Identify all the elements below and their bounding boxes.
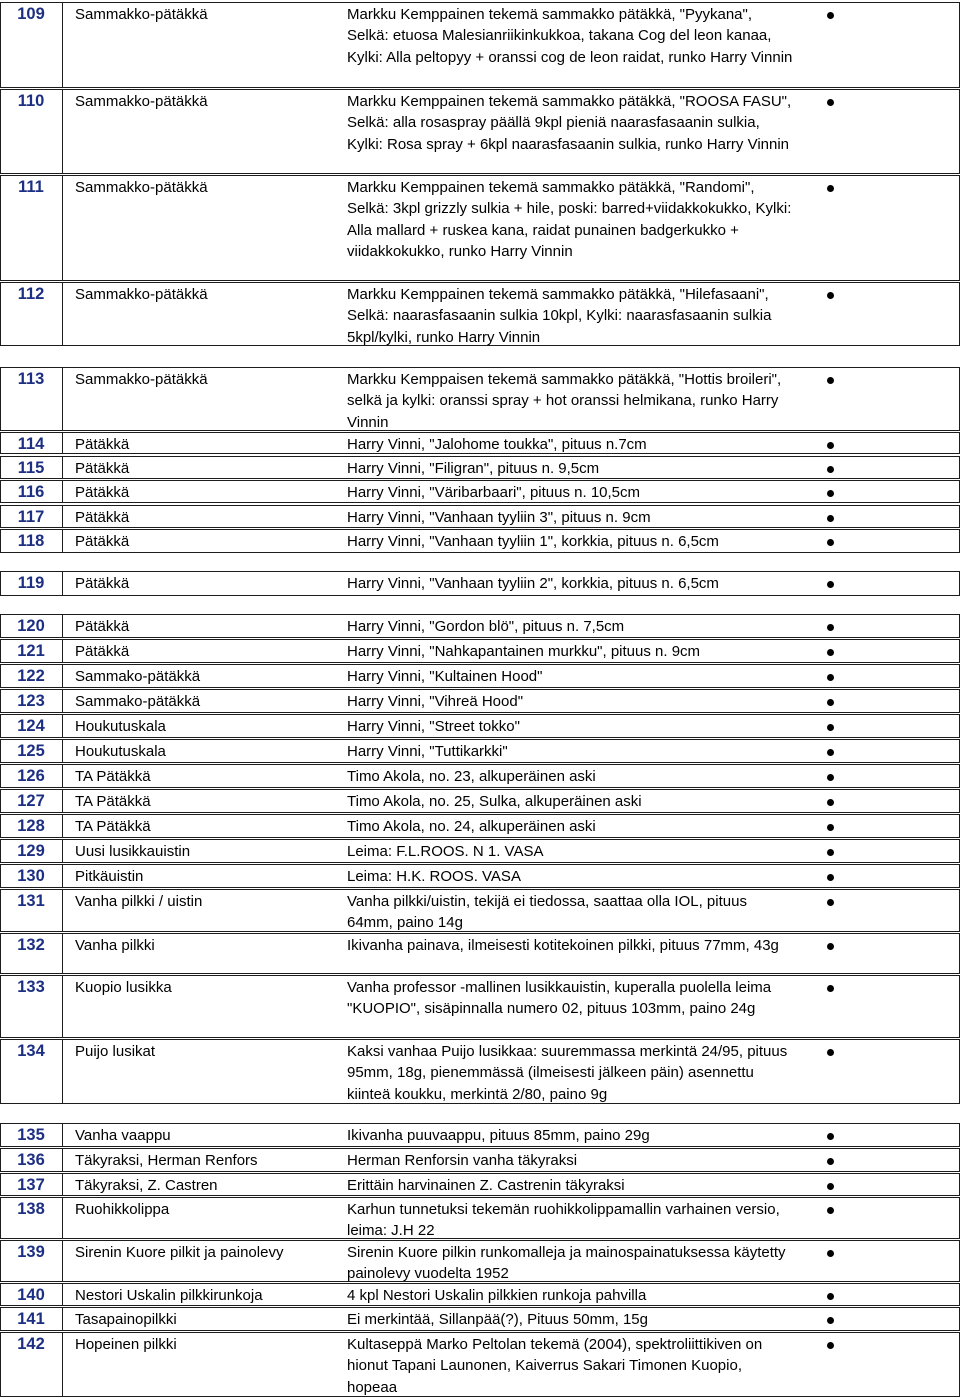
table-row	[0, 839, 960, 863]
table-row	[0, 89, 960, 174]
item-number: 137	[17, 1176, 45, 1194]
item-name: Sammakko-pätäkkä	[75, 6, 208, 23]
item-description: Erittäin harvinainen Z. Castrenin täkyraksi	[347, 1177, 625, 1194]
column-divider	[62, 457, 63, 478]
table-row	[0, 480, 960, 503]
bullet-dot	[827, 699, 834, 706]
bullet-dot	[827, 581, 834, 588]
bullet-dot	[827, 1133, 834, 1140]
column-divider	[62, 176, 63, 280]
column-divider	[62, 815, 63, 837]
table-row	[0, 1197, 960, 1239]
table-row	[0, 1039, 960, 1104]
item-name: Houkutuskala	[75, 718, 166, 735]
column-divider	[62, 1124, 63, 1146]
item-name: Täkyraksi, Herman Renfors	[75, 1152, 258, 1169]
bullet-dot	[827, 1158, 834, 1165]
item-name: Pätäkkä	[75, 484, 130, 501]
item-description: Vanha professor -mallinen lusikkauistin, kuperalla puolella leima "KUOPIO", sisäpinnalla numero 02, pituus 103mm, paino 24g	[347, 979, 772, 1018]
item-description: Timo Akola, no. 24, alkuperäinen aski	[347, 818, 596, 835]
table-row	[0, 282, 960, 346]
bullet-dot	[827, 466, 834, 473]
item-name: TA Pätäkkä	[75, 818, 151, 835]
bullet-dot	[827, 749, 834, 756]
item-name: Täkyraksi, Z. Castren	[75, 1177, 218, 1194]
item-name: Uusi lusikkauistin	[75, 843, 191, 860]
table-row	[0, 639, 960, 663]
item-number: 133	[17, 978, 45, 996]
column-divider	[62, 840, 63, 862]
table-row	[0, 1307, 960, 1331]
item-number: 129	[17, 842, 45, 860]
column-divider	[62, 90, 63, 173]
column-divider	[62, 715, 63, 737]
item-number: 131	[17, 892, 45, 910]
item-number: 116	[17, 483, 45, 501]
column-divider	[62, 765, 63, 787]
column-divider	[62, 1284, 63, 1305]
table-row	[0, 814, 960, 838]
item-description: Harry Vinni, "Jalohome toukka", pituus n.7cm	[347, 436, 647, 453]
item-number: 118	[17, 532, 45, 550]
column-divider	[62, 481, 63, 502]
item-number: 110	[17, 92, 45, 110]
column-divider	[62, 1241, 63, 1281]
item-number: 128	[17, 817, 45, 835]
item-name: Pätäkkä	[75, 643, 130, 660]
item-number: 123	[17, 692, 45, 710]
column-divider	[62, 665, 63, 687]
table-row	[0, 505, 960, 528]
item-description: Harry Vinni, "Kultainen Hood"	[347, 668, 543, 685]
item-number: 114	[17, 435, 45, 453]
item-description: Harry Vinni, "Väribarbaari", pituus n. 10,5cm	[347, 484, 641, 501]
item-description: Timo Akola, no. 25, Sulka, alkuperäinen aski	[347, 793, 642, 810]
item-number: 117	[17, 508, 45, 526]
item-number: 127	[17, 792, 45, 810]
table-row	[0, 789, 960, 813]
table-row	[0, 2, 960, 88]
item-description: Harry Vinni, "Vanhaan tyyliin 3", pituus n. 9cm	[347, 509, 651, 526]
item-description: Sirenin Kuore pilkin runkomalleja ja mainospainatuksessa käytetty painolevy vuodelta 1952	[347, 1244, 786, 1283]
item-name: Pätäkkä	[75, 460, 130, 477]
item-number: 134	[17, 1042, 45, 1060]
table-row	[0, 764, 960, 788]
table-row	[0, 614, 960, 638]
bullet-dot	[827, 943, 834, 950]
column-divider	[62, 1040, 63, 1103]
item-number: 132	[17, 936, 45, 954]
item-number: 122	[17, 667, 45, 685]
item-description: Markku Kemppainen tekemä sammakko pätäkkä, "Hilefasaani", Selkä: naarasfasaanin sulkia 10kpl, Kylki: naarasfasaanin sulkia 5kpl/kylki, runko Harry Vinnin	[347, 286, 772, 346]
bullet-dot	[827, 674, 834, 681]
bullet-dot	[827, 490, 834, 497]
item-number: 112	[17, 285, 45, 303]
item-description: Harry Vinni, "Nahkapantainen murkku", pituus n. 9cm	[347, 643, 701, 660]
item-number: 125	[17, 742, 45, 760]
column-divider	[62, 368, 63, 430]
item-description: Harry Vinni, "Vanhaan tyyliin 2", korkkia, pituus n. 6,5cm	[347, 575, 719, 592]
column-divider	[62, 1333, 63, 1396]
column-divider	[62, 934, 63, 973]
item-name: Pätäkkä	[75, 509, 130, 526]
item-number: 119	[17, 574, 45, 592]
item-description: Markku Kemppaisen tekemä sammakko pätäkkä, "Hottis broileri", selkä ja kylki: oranssi spray + hot oranssi helmikana, runko Harry Vinnin	[347, 371, 782, 431]
item-description: Leima: H.K. ROOS. VASA	[347, 868, 521, 885]
bullet-dot	[827, 799, 834, 806]
table-row	[0, 1283, 960, 1306]
item-number: 121	[17, 642, 45, 660]
bullet-dot	[827, 539, 834, 546]
item-number: 141	[17, 1310, 45, 1328]
item-number: 139	[17, 1243, 45, 1261]
bullet-dot	[827, 1293, 834, 1300]
table-row	[0, 367, 960, 431]
item-name: Ruohikkolippa	[75, 1201, 170, 1218]
column-divider	[62, 740, 63, 762]
column-divider	[62, 572, 63, 595]
table-row	[0, 714, 960, 738]
table-row	[0, 571, 960, 596]
column-divider	[62, 690, 63, 712]
item-number: 113	[17, 370, 45, 388]
column-divider	[62, 1198, 63, 1238]
table-row	[0, 689, 960, 713]
bullet-dot	[827, 649, 834, 656]
item-number: 136	[17, 1151, 45, 1169]
item-description: Vanha pilkki/uistin, tekijä ei tiedossa, saattaa olla IOL, pituus 64mm, paino 14g	[347, 893, 747, 932]
item-number: 120	[17, 617, 45, 635]
item-name: Vanha pilkki	[75, 937, 155, 954]
bullet-dot	[827, 185, 834, 192]
column-divider	[62, 1149, 63, 1171]
item-description: Ikivanha painava, ilmeisesti kotitekoinen pilkki, pituus 77mm, 43g	[347, 937, 779, 954]
item-name: Sammakko-pätäkkä	[75, 179, 208, 196]
item-name: Sammako-pätäkkä	[75, 693, 201, 710]
item-name: Sammakko-pätäkkä	[75, 286, 208, 303]
bullet-dot	[827, 985, 834, 992]
item-number: 142	[17, 1335, 45, 1353]
bullet-dot	[827, 774, 834, 781]
bullet-dot	[827, 1049, 834, 1056]
item-description: Timo Akola, no. 23, alkuperäinen aski	[347, 768, 596, 785]
column-divider	[62, 1174, 63, 1195]
bullet-dot	[827, 724, 834, 731]
table-row	[0, 975, 960, 1038]
item-number: 109	[17, 5, 45, 23]
item-description: Harry Vinni, "Vanhaan tyyliin 1", korkkia, pituus n. 6,5cm	[347, 533, 719, 550]
item-description: 4 kpl Nestori Uskalin pilkkien runkoja pahvilla	[347, 1287, 647, 1304]
table-row	[0, 456, 960, 479]
bullet-dot	[827, 849, 834, 856]
item-name: Sirenin Kuore pilkit ja painolevy	[75, 1244, 284, 1261]
table-row	[0, 1240, 960, 1282]
bullet-dot	[827, 624, 834, 631]
item-name: Tasapainopilkki	[75, 1311, 177, 1328]
item-name: Pätäkkä	[75, 436, 130, 453]
table-row	[0, 1332, 960, 1397]
column-divider	[62, 1308, 63, 1330]
table-row	[0, 864, 960, 888]
item-name: TA Pätäkkä	[75, 768, 151, 785]
column-divider	[62, 640, 63, 662]
item-name: TA Pätäkkä	[75, 793, 151, 810]
item-name: Vanha pilkki / uistin	[75, 893, 203, 910]
item-number: 138	[17, 1200, 45, 1218]
bullet-dot	[827, 515, 834, 522]
item-number: 126	[17, 767, 45, 785]
bullet-dot	[827, 292, 834, 299]
item-name: Kuopio lusikka	[75, 979, 172, 996]
item-description: Ei merkintää, Sillanpää(?), Pituus 50mm, 15g	[347, 1311, 648, 1328]
item-number: 135	[17, 1126, 45, 1144]
item-description: Harry Vinni, "Vihreä Hood"	[347, 693, 524, 710]
column-divider	[62, 865, 63, 887]
column-divider	[62, 615, 63, 637]
item-name: Hopeinen pilkki	[75, 1336, 177, 1353]
item-description: Markku Kemppainen tekemä sammakko pätäkkä, "Randomi", Selkä: 3kpl grizzly sulkia + hile, poski: barred+viidakkokukko, Kylki: Alla mallard + ruskea kana, raidat punainen badgerkukko + viidakkokukko, runko Harry Vinnin	[347, 179, 792, 260]
item-description: Harry Vinni, "Gordon blö", pituus n. 7,5cm	[347, 618, 625, 635]
column-divider	[62, 506, 63, 527]
bullet-dot	[827, 1250, 834, 1257]
item-number: 124	[17, 717, 45, 735]
table-row	[0, 175, 960, 281]
bullet-dot	[827, 12, 834, 19]
column-divider	[62, 530, 63, 552]
item-name: Pätäkkä	[75, 533, 130, 550]
table-row	[0, 739, 960, 763]
column-divider	[62, 283, 63, 345]
bullet-dot	[827, 899, 834, 906]
item-name: Nestori Uskalin pilkkirunkoja	[75, 1287, 263, 1304]
item-name: Pätäkkä	[75, 575, 130, 592]
item-name: Puijo lusikat	[75, 1043, 156, 1060]
item-description: Ikivanha puuvaappu, pituus 85mm, paino 29g	[347, 1127, 650, 1144]
item-name: Vanha vaappu	[75, 1127, 171, 1144]
column-divider	[62, 3, 63, 87]
bullet-dot	[827, 824, 834, 831]
table-row	[0, 432, 960, 454]
item-description: Leima: F.L.ROOS. N 1. VASA	[347, 843, 544, 860]
item-name: Pätäkkä	[75, 618, 130, 635]
item-name: Sammako-pätäkkä	[75, 668, 201, 685]
bullet-dot	[827, 1183, 834, 1190]
item-name: Houkutuskala	[75, 743, 166, 760]
table-row	[0, 933, 960, 974]
item-name: Sammakko-pätäkkä	[75, 371, 208, 388]
item-description: Herman Renforsin vanha täkyraksi	[347, 1152, 578, 1169]
bullet-dot	[827, 377, 834, 384]
table-row	[0, 1173, 960, 1196]
item-description: Harry Vinni, "Street tokko"	[347, 718, 520, 735]
item-description: Kaksi vanhaa Puijo lusikkaa: suuremmassa merkintä 24/95, pituus 95mm, 18g, pienemmässä (ilmeisesti jälkeen päin) asennettu kiinteä koukku, merkintä 2/80, paino 9g	[347, 1043, 788, 1103]
item-number: 140	[17, 1286, 45, 1304]
table-row	[0, 664, 960, 688]
item-number: 130	[17, 867, 45, 885]
item-description: Kultaseppä Marko Peltolan tekemä (2004), spektroliittikiven on hionut Tapani Launonen, Kaiverrus Sakari Timonen Kuopio, hopeaa	[347, 1336, 763, 1396]
column-divider	[62, 976, 63, 1037]
item-name: Pitkäuistin	[75, 868, 144, 885]
item-description: Harry Vinni, "Filigran", pituus n. 9,5cm	[347, 460, 600, 477]
table-row	[0, 1123, 960, 1147]
item-description: Harry Vinni, "Tuttikarkki"	[347, 743, 508, 760]
item-description: Markku Kemppainen tekemä sammakko pätäkkä, "Pyykana", Selkä: etuosa Malesianriikinkukkoa, takana Cog del leon kanaa, Kylki: Alla peltopyy + oranssi cog de leon raidat, runko Harry Vinnin	[347, 6, 793, 66]
column-divider	[62, 433, 63, 453]
item-number: 115	[17, 459, 45, 477]
column-divider	[62, 890, 63, 931]
bullet-dot	[827, 1317, 834, 1324]
item-name: Sammakko-pätäkkä	[75, 93, 208, 110]
column-divider	[62, 790, 63, 812]
bullet-dot	[827, 1342, 834, 1349]
bullet-dot	[827, 1207, 834, 1214]
item-description: Markku Kemppainen tekemä sammakko pätäkkä, "ROOSA FASU", Selkä: alla rosaspray päällä 9kpl pieniä naarasfasaanin sulkia, Kylki: Rosa spray + 6kpl naarasfasaanin sulkia, runko Harry Vinnin	[347, 93, 792, 153]
table-row	[0, 889, 960, 932]
bullet-dot	[827, 442, 834, 449]
table-row	[0, 1148, 960, 1172]
table-row	[0, 529, 960, 553]
item-description: Karhun tunnetuksi tekemän ruohikkolippamallin varhainen versio, leima: J.H 22	[347, 1201, 780, 1240]
bullet-dot	[827, 99, 834, 106]
item-number: 111	[18, 178, 44, 196]
bullet-dot	[827, 874, 834, 881]
